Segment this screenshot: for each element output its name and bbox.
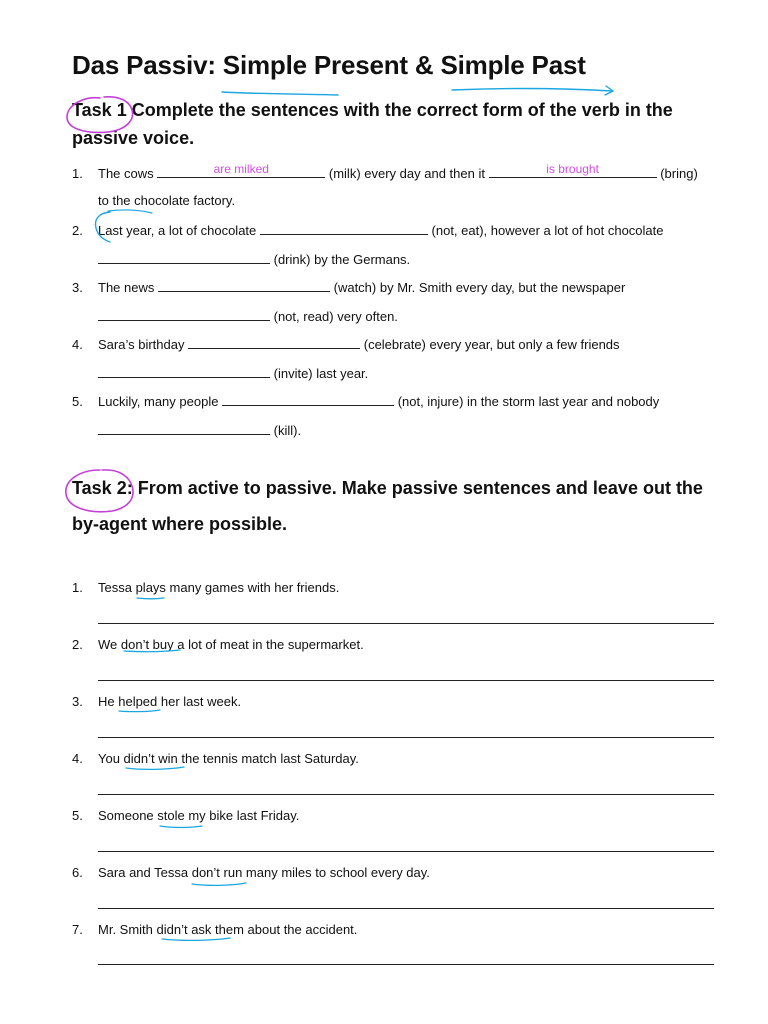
verb-underline-mark — [192, 883, 246, 885]
sentence-text: Sara’s birthday — [98, 337, 185, 352]
sentence-text: Tessa plays many games with her friends. — [98, 580, 340, 595]
verb-underline-mark — [137, 598, 164, 599]
sentence-text: Someone stole my bike last Friday. — [98, 808, 300, 823]
answer-blank[interactable] — [98, 249, 270, 264]
answer-line[interactable] — [98, 737, 714, 738]
answer-line[interactable] — [98, 851, 714, 852]
answer-line[interactable] — [98, 680, 714, 681]
answer-line[interactable] — [98, 623, 714, 624]
item-number: 3. — [72, 280, 83, 295]
item-number: 3. — [72, 694, 83, 709]
sentence-text: Luckily, many people — [98, 394, 219, 409]
item-number: 1. — [72, 580, 83, 595]
task2-label: Task 2 — [72, 478, 127, 498]
page-title: Das Passiv: Simple Present & Simple Past — [72, 50, 586, 80]
task1-heading — [72, 96, 722, 152]
answer-line[interactable] — [98, 908, 714, 909]
last-year-underline-mark — [108, 210, 152, 213]
sentence-text: (watch) by Mr. Smith every day, but the newspaper — [333, 280, 626, 295]
item-number: 5. — [72, 808, 83, 823]
sentence-text: (bring) — [660, 166, 698, 181]
answer-blank[interactable] — [157, 163, 325, 178]
handwritten-answer: are milked — [213, 162, 269, 176]
sentence-text: (invite) last year. — [273, 366, 369, 381]
item-number: 2. — [72, 223, 83, 238]
task2-heading — [72, 470, 722, 542]
sentence-text: (kill). — [273, 423, 302, 438]
verb-underline-mark — [160, 826, 202, 828]
sentence-text: The cows — [98, 166, 154, 181]
item-number: 4. — [72, 751, 83, 766]
sentence-text: You didn’t win the tennis match last Saturday. — [98, 751, 359, 766]
answer-blank[interactable] — [188, 334, 360, 349]
sentence-text: (not, eat), however a lot of hot chocolate — [431, 223, 664, 238]
sentence-text: Last year, a lot of chocolate — [98, 223, 257, 238]
sentence-text: (not, read) very often. — [273, 309, 398, 324]
task1-label: Task 1 — [72, 100, 127, 120]
answer-blank[interactable] — [158, 277, 330, 292]
answer-blank[interactable] — [260, 220, 428, 235]
title-underline-mark — [452, 89, 612, 91]
sentence-text: (drink) by the Germans. — [273, 252, 411, 267]
answer-line[interactable] — [98, 794, 714, 795]
sentence-text: Mr. Smith didn’t ask them about the accident. — [98, 922, 358, 937]
answer-blank[interactable] — [489, 163, 657, 178]
answer-line[interactable] — [98, 964, 714, 965]
sentence-text: to the chocolate factory. — [98, 193, 236, 208]
handwritten-answer: is brought — [546, 162, 599, 176]
title-underline-arrow — [605, 86, 613, 95]
item-number: 7. — [72, 922, 83, 937]
item-number: 2. — [72, 637, 83, 652]
answer-blank[interactable] — [98, 420, 270, 435]
sentence-text: Sara and Tessa don’t run many miles to school every day. — [98, 865, 430, 880]
item-number: 5. — [72, 394, 83, 409]
item-number: 1. — [72, 166, 83, 181]
sentence-text: (celebrate) every year, but only a few friends — [363, 337, 620, 352]
sentence-text: The news — [98, 280, 155, 295]
sentence-text: (milk) every day and then it — [328, 166, 485, 181]
task1-instruction: Complete the sentences with the correct form of the verb in the passive voice. — [72, 100, 673, 148]
answer-blank[interactable] — [98, 363, 270, 378]
item-number: 4. — [72, 337, 83, 352]
answer-blank[interactable] — [98, 306, 270, 321]
title-underline-mark — [222, 92, 338, 95]
item-number: 6. — [72, 865, 83, 880]
sentence-text: He helped her last week. — [98, 694, 242, 709]
answer-blank[interactable] — [222, 391, 394, 406]
sentence-text: We don’t buy a lot of meat in the supermarket. — [98, 637, 364, 652]
sentence-text: (not, injure) in the storm last year and nobody — [397, 394, 660, 409]
task2-instruction: : From active to passive. Make passive sentences and leave out the by-agent where possible. — [72, 478, 703, 534]
